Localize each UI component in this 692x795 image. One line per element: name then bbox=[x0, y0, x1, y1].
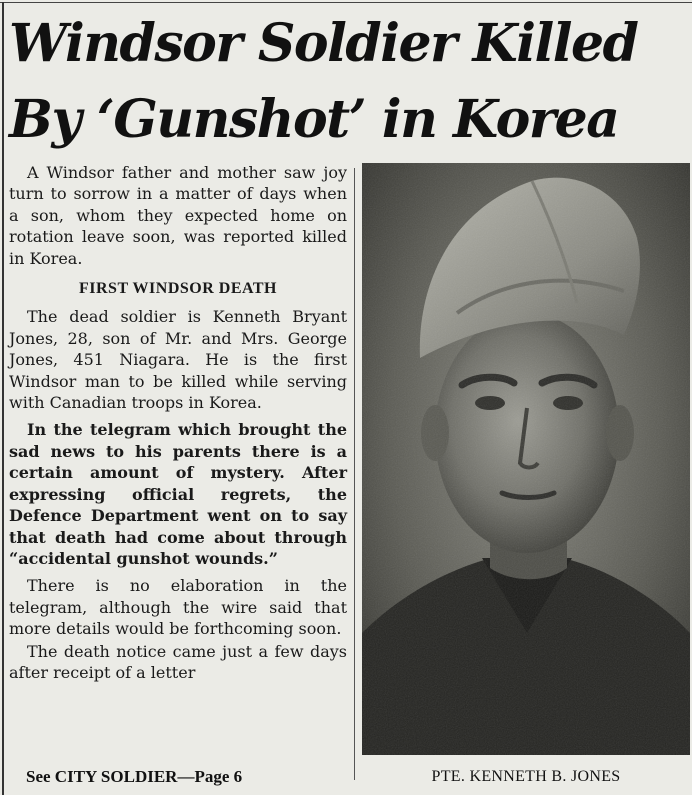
paragraph-elaboration: There is no elaboration in the telegram, although the wire said that more details would be forthcoming soon. bbox=[9, 576, 347, 639]
paragraph-identity: The dead soldier is Kenneth Bryant Jones, 28, son of Mr. and Mrs. George Jones, 451 Niagara. He is the first Windsor man to be killed while serving with Canadian troops in Korea. bbox=[9, 307, 347, 413]
headline-line-1: Windsor Soldier Killed bbox=[9, 13, 638, 74]
top-rule bbox=[0, 2, 692, 3]
left-rule bbox=[2, 2, 4, 795]
photo-caption: PTE. KENNETH B. JONES bbox=[431, 768, 621, 785]
soldier-portrait-photo bbox=[362, 163, 690, 755]
article-body bbox=[9, 162, 347, 683]
headline-line-2: By ‘Gunshot’ in Korea bbox=[9, 89, 619, 150]
subheading: FIRST WINDSOR DEATH bbox=[79, 280, 277, 298]
portrait-image bbox=[362, 163, 690, 755]
headline bbox=[9, 6, 689, 158]
column-rule bbox=[354, 168, 355, 780]
paragraph-intro: A Windsor father and mother saw joy turn to sorrow in a matter of days when a son, whom they expected home on rotation leave soon, was reported killed in Korea. bbox=[9, 163, 347, 268]
paragraph-notice: The death notice came just a few days after receipt of a letter bbox=[9, 641, 347, 682]
continuation-line: See CITY SOLDIER—Page 6 bbox=[26, 767, 243, 786]
paragraph-telegram: In the telegram which brought the sad news to his parents there is a certain amount of mystery. After expressing official regrets, the Defence Department went on to say that death had come about through “accidental gunshot wounds.” bbox=[9, 420, 347, 568]
